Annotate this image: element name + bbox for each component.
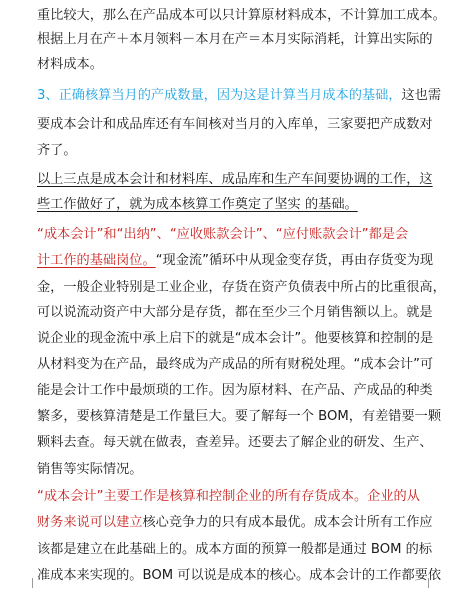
text-line [37, 84, 442, 109]
text-line [37, 113, 433, 138]
text-segment: 根据上月在产＋本月领料－本月在产＝本月实际消耗，计算出实际的 [37, 32, 433, 47]
text-segment: 说企业的现金流中承上启下的就是“成本会计”。他要核算和控制的是 [37, 331, 434, 346]
text-line [37, 301, 433, 326]
text-line [37, 139, 423, 164]
text-segment: 材料成本。 [37, 57, 103, 72]
text-line [37, 168, 433, 193]
text-segment: 销售等实际情况。 [37, 462, 143, 477]
text-line [37, 276, 446, 301]
text-segment: 该都是建立在此基础上的。成本方面的预算一般都是通过 BOM 的标 [37, 542, 433, 557]
text-line [37, 538, 433, 563]
text-segment: 要成本会计和成品库还有车间核对当月的入库单，三家要把产成数对 [37, 117, 433, 132]
text-line [37, 431, 433, 456]
text-segment: 财务来说可以建立 [37, 515, 143, 530]
text-line [37, 379, 433, 404]
page-corner-mark-right [428, 578, 439, 588]
text-line [37, 405, 442, 430]
text-segment: 颗料去查。每天就在做表，查差异。还要去了解企业的研发、生产、 [37, 435, 433, 450]
text-line [37, 193, 423, 218]
text-segment: 金，一般企业特别是工业企业，存货在资产负债表中所占的比重很高， [37, 280, 446, 295]
text-segment: “成本会计”和“出纳”、“应收账款会计”、“应付账款会计”都是会 [37, 227, 409, 242]
text-segment: 核心竞争力的只有成本最优。成本会计所有工作应 [142, 515, 433, 530]
text-segment: “现金流”循环中从现金变存货，再由存货变为现 [155, 253, 434, 268]
text-line [37, 4, 446, 29]
text-line [37, 327, 434, 352]
text-segment: 齐了。 [37, 143, 77, 158]
text-line [37, 223, 423, 248]
text-segment: 从材料变为在产品，最终成为产成品的所有财税处理。“成本会计”可 [37, 357, 434, 372]
text-line [37, 353, 434, 378]
text-segment: 计工作的基础岗位。 [37, 253, 156, 268]
text-segment: 这也需 [401, 88, 442, 103]
text-line [37, 485, 423, 510]
text-segment: “成本会计”主要工作是核算和控制企业的所有存货成本。企业的从 [37, 489, 420, 504]
text-segment: 以上三点是成本会计和材料库、成品库和生产车间要协调的工作，这 [37, 172, 433, 187]
text-line [37, 458, 423, 483]
text-segment: 重比较大，那么在产品成本可以只计算原材料成本，不计算加工成本。 [37, 8, 446, 23]
page-corner-mark-left [22, 578, 33, 588]
text-segment: 能是会计工作中最烦琐的工作。因为原材料、在产品、产成品的种类 [37, 383, 433, 398]
text-segment: 可以说流动资产中大部分是存货，都在至少三个月销售额以上。就是 [37, 305, 433, 320]
text-segment: 准成本来实现的。BOM 可以说是成本的核心。成本会计的工作都要依 [37, 568, 442, 583]
text-segment: 繁多，要核算清楚是工作量巨大。要了解每一个 BOM，有差错要一颗 [37, 409, 442, 424]
text-line [37, 564, 442, 589]
text-line [37, 511, 433, 536]
text-line [37, 53, 423, 78]
text-segment: 些工作做好了，就为成本核算工作奠定了坚实 的基础。 [37, 197, 358, 212]
text-line [37, 28, 433, 53]
text-segment: 3、正确核算当月的产成数量，因为这是计算当月成本的基础， [37, 88, 402, 103]
text-line [37, 249, 434, 274]
